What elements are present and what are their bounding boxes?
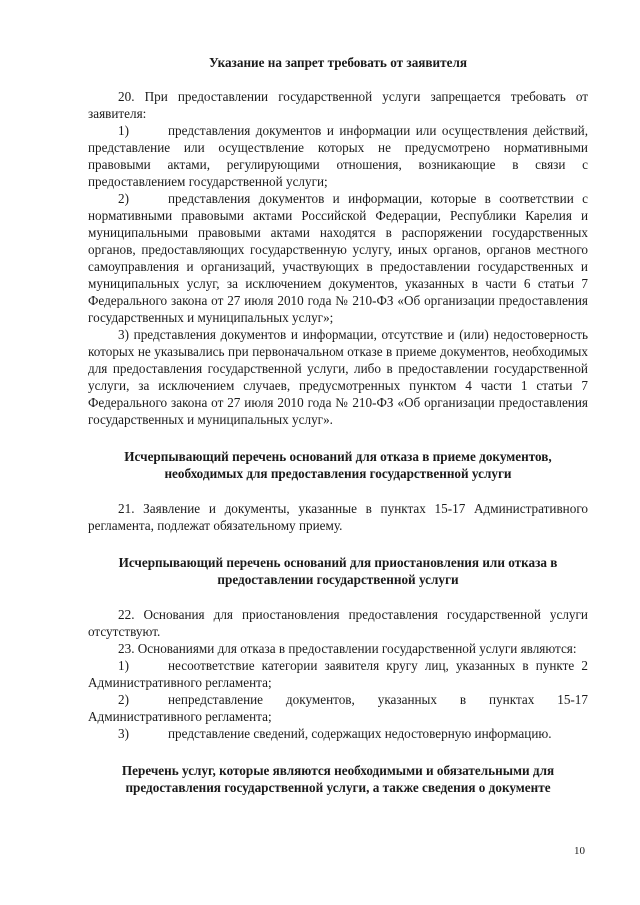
paragraph-23-item-2 <box>88 691 588 725</box>
section-heading-required-services: Перечень услуг, которые являются необходимыми и обязательными для предоставления государственной услуги, а также сведения о документе <box>121 763 555 795</box>
section-heading-suspension-refusal: Исчерпывающий перечень оснований для приостановления или отказа в предоставлении государственной услуги <box>118 555 558 587</box>
document-page <box>88 54 588 814</box>
paragraph-23-item-1 <box>88 657 588 691</box>
item-text: представления документов и информации, которые в соответствии с нормативными правовыми актами Российской Федерации, Республики Карелия и муниципальными правовыми актами находятся в распоряжении государственных органов, предоставляющих государственную услугу, иных органов, органов местного самоуправления и организаций, участвующих в предоставлении государственных и муниципальных услуг, за исключением документов, указанных в части 6 статьи 7 Федерального закона от 27 июля 2010 года № 210-ФЗ «Об организации предоставления государственных и муниципальных услуг»; <box>88 191 588 325</box>
paragraph-22: 22. Основания для приостановления предоставления государственной услуги отсутствуют. <box>88 607 588 639</box>
paragraph-23-item-3 <box>88 725 588 742</box>
item-text: представления документов и информации или осуществления действий, представление или осуществление которых не предусмотрено нормативными правовыми актами, регулирующими отношения, возникающие в связи с предоставлением государственной услуги; <box>88 123 588 189</box>
paragraph-23-intro: 23. Основаниями для отказа в предоставлении государственной услуги являются: <box>118 641 577 656</box>
item-number: 2) <box>118 191 129 206</box>
page-number: 10 <box>574 845 585 857</box>
paragraph-20-item-2 <box>88 190 588 326</box>
paragraph-20-intro: 20. При предоставлении государственной услуги запрещается требовать от заявителя: <box>88 89 588 121</box>
item-number: 3) <box>118 726 129 741</box>
paragraph-20-item-1 <box>88 122 588 190</box>
item-text: представление сведений, содержащих недостоверную информацию. <box>168 726 552 741</box>
paragraph-21: 21. Заявление и документы, указанные в пунктах 15-17 Административного регламента, подлежат обязательному приему. <box>88 501 588 533</box>
section-heading-refusal-acceptance: Исчерпывающий перечень оснований для отказа в приеме документов, необходимых для предоставления государственной услуги <box>124 449 552 481</box>
item-text: несоответствие категории заявителя кругу лиц, указанных в пункте 2 Административного регламента; <box>88 658 588 690</box>
item-number: 2) <box>118 692 129 707</box>
item-number: 1) <box>118 123 129 138</box>
item-text: непредставление документов, указанных в пунктах 15-17 Административного регламента; <box>88 692 588 724</box>
paragraph-20-item-3: 3) представления документов и информации, отсутствие и (или) недостоверность которых не указывались при первоначальном отказе в приеме документов, необходимых для предоставления государственной услуги, либо в предоставлении государственной услуги, за исключением случаев, предусмотренных пунктом 4 части 1 статьи 7 Федерального закона от 27 июля 2010 года № 210-ФЗ «Об организации предоставления государственных и муниципальных услуг». <box>88 327 588 427</box>
section-heading-prohibition: Указание на запрет требовать от заявителя <box>208 55 468 70</box>
item-number: 1) <box>118 658 129 673</box>
